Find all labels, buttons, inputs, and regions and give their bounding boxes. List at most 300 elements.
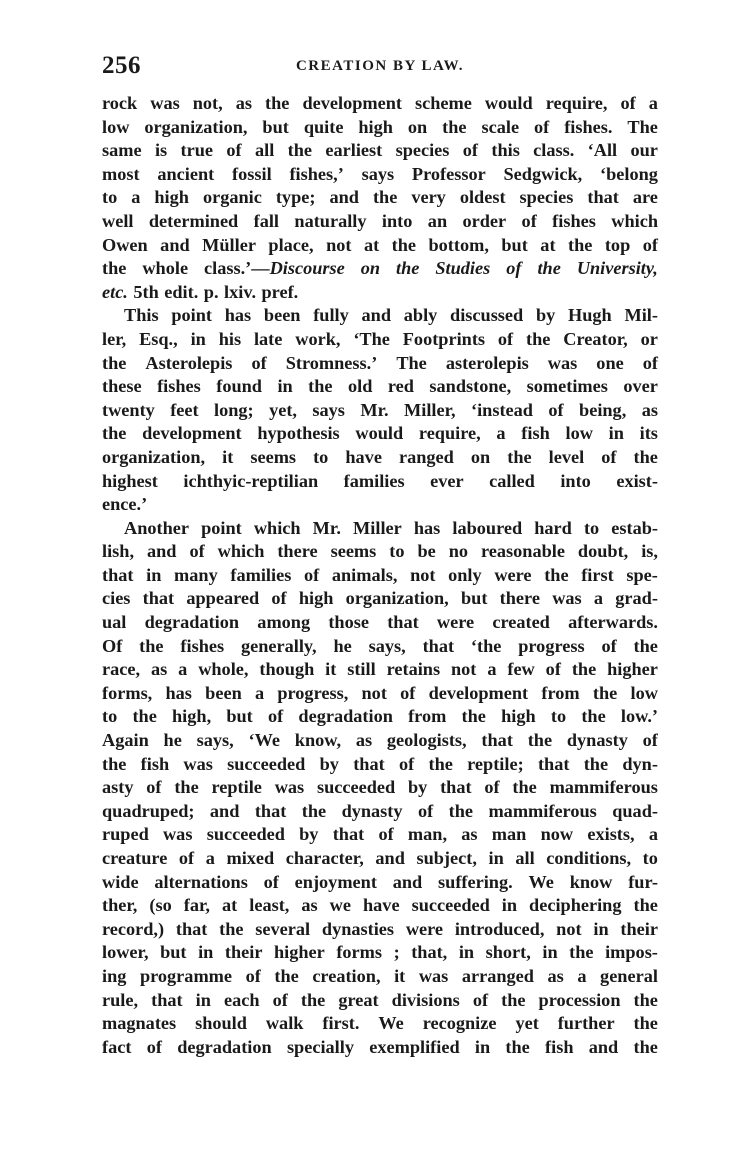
word: spe-: [626, 564, 658, 585]
text-line: [102, 139, 658, 163]
word: organization,: [345, 588, 449, 609]
word: asty: [102, 777, 134, 798]
word: as: [301, 895, 318, 916]
word: development: [142, 423, 242, 444]
word: of: [267, 706, 284, 727]
word: character,: [285, 848, 364, 868]
word: of: [534, 116, 550, 137]
word: quite: [303, 116, 344, 137]
word: has: [413, 517, 441, 538]
word: cies: [102, 588, 131, 609]
word: by: [319, 753, 339, 774]
word: but: [262, 116, 289, 137]
text-line: [102, 470, 658, 494]
word: says,: [196, 730, 234, 751]
word: those: [328, 612, 369, 633]
word: high: [298, 588, 334, 609]
word: animals,: [331, 564, 398, 585]
word: a: [648, 93, 658, 113]
word: great: [338, 989, 379, 1010]
word: yet: [515, 1013, 539, 1034]
word: not: [556, 918, 582, 939]
word: fossil: [232, 163, 272, 184]
word: into: [560, 470, 591, 491]
text-line: [102, 776, 658, 800]
word: each: [223, 989, 260, 1010]
word: whole,: [198, 659, 249, 680]
word: a: [496, 423, 506, 444]
word: to: [102, 706, 118, 727]
word: but: [461, 588, 488, 609]
word: recognize: [422, 1013, 497, 1034]
word: degradation: [144, 612, 240, 633]
word: were: [436, 612, 475, 633]
word: Mr.: [312, 517, 341, 538]
word: the: [633, 635, 658, 656]
text-line: [102, 753, 658, 777]
word: as: [641, 399, 658, 420]
word: be: [417, 541, 436, 562]
text-line: [102, 682, 658, 706]
word: higher: [273, 942, 325, 963]
word: forms,: [102, 682, 153, 703]
word: a: [205, 848, 215, 868]
word: ence.’: [102, 494, 148, 515]
text-line: [102, 493, 658, 517]
word: development: [428, 682, 529, 703]
word: the: [308, 376, 333, 397]
word: ‘instead: [471, 399, 533, 420]
word: further: [557, 1013, 615, 1034]
word: late: [253, 328, 283, 349]
word: the: [300, 989, 326, 1010]
text-line: [102, 446, 658, 470]
text-line: [102, 705, 658, 729]
word: order: [462, 210, 507, 231]
word: was: [162, 824, 193, 845]
word: race,: [102, 659, 141, 680]
word: Esq.,: [139, 328, 178, 349]
word: know: [569, 871, 613, 892]
word: feet: [170, 399, 199, 420]
text-line: [102, 328, 658, 352]
word: the: [102, 352, 127, 373]
word: that: [332, 824, 365, 845]
word: ‘the: [470, 635, 502, 656]
word: were: [405, 918, 444, 939]
word: naturally: [294, 210, 367, 231]
word: a: [254, 682, 265, 703]
word: point: [201, 517, 242, 538]
word: mammiferous: [488, 800, 597, 821]
word: require,: [418, 423, 481, 444]
word: work,: [295, 328, 341, 349]
word: lish,: [102, 541, 135, 562]
word: ‘We: [248, 730, 280, 751]
word: exists,: [587, 824, 635, 845]
text-line: [102, 871, 658, 895]
word: by: [535, 305, 556, 326]
word: We: [528, 871, 554, 892]
word: these: [102, 376, 142, 397]
word: the: [544, 564, 569, 585]
word: the: [568, 234, 593, 255]
word: grad-: [615, 588, 658, 609]
word: the: [583, 753, 609, 774]
word: fully: [313, 305, 349, 326]
word: yet,: [269, 399, 297, 420]
word: that: [102, 564, 134, 585]
word: ler,: [102, 328, 127, 349]
word: an: [427, 210, 448, 231]
word: low: [102, 116, 130, 137]
word: would: [484, 93, 533, 113]
word: that,: [411, 942, 448, 963]
word: p.: [203, 281, 219, 302]
word: in: [542, 942, 558, 963]
word: Hugh: [568, 305, 612, 326]
word: place,: [268, 234, 314, 255]
word: but: [160, 942, 187, 963]
word: top: [604, 234, 631, 255]
word: would: [355, 423, 404, 444]
word: in: [593, 918, 609, 939]
word: programme: [139, 965, 233, 986]
word: fishes.: [564, 116, 613, 137]
word: low.’: [620, 706, 658, 727]
word: a: [487, 659, 497, 680]
word: from: [408, 706, 447, 727]
word: the: [442, 116, 467, 137]
text-line: [102, 186, 658, 210]
word: and: [588, 1036, 619, 1057]
word: progress,: [277, 682, 349, 703]
word: fish: [140, 753, 170, 774]
word: of: [378, 824, 394, 845]
word: Sedgwick,: [503, 163, 583, 184]
word: from: [541, 682, 580, 703]
word: Miller: [353, 517, 402, 538]
word: asterolepis: [445, 352, 529, 373]
word: appeared: [186, 588, 260, 609]
text-line: [102, 234, 658, 258]
word: organization,: [144, 116, 248, 137]
word: he: [333, 635, 352, 656]
word: Creator,: [563, 328, 628, 349]
word: that: [537, 753, 570, 774]
word: not: [361, 682, 387, 703]
word: impos-: [605, 942, 658, 963]
word: their: [224, 942, 263, 963]
word: to: [313, 446, 329, 467]
word: not: [451, 659, 477, 680]
word: species: [395, 140, 450, 161]
word: Again: [102, 730, 149, 751]
word: seems: [250, 446, 297, 467]
word: true: [180, 140, 214, 161]
word: lower,: [102, 942, 149, 963]
word: says: [361, 163, 395, 184]
word: of: [521, 210, 537, 231]
word: a: [593, 588, 604, 609]
text-line: [102, 281, 658, 305]
word: of: [245, 965, 261, 986]
word: forms: [336, 942, 383, 963]
word: of: [271, 588, 287, 609]
word: exist-: [616, 470, 658, 491]
word: or: [640, 328, 658, 349]
word: the: [265, 93, 290, 113]
text-line: [102, 163, 658, 187]
word: in: [488, 848, 504, 868]
word: into: [381, 210, 413, 231]
word: creation,: [312, 965, 381, 986]
word: created: [492, 612, 550, 633]
word: not: [410, 564, 436, 585]
word: was: [150, 93, 180, 113]
word: and: [160, 234, 190, 255]
word: ‘The: [353, 328, 390, 349]
word: have: [345, 446, 382, 467]
word: in: [474, 1036, 491, 1057]
word: of: [642, 352, 658, 373]
word: (so: [149, 895, 172, 916]
word: it: [222, 446, 234, 467]
word: the: [132, 706, 157, 727]
word: of: [251, 352, 267, 373]
word: hypothesis: [257, 423, 340, 444]
word: Miller,: [403, 399, 456, 420]
word: but: [226, 706, 253, 727]
word: This: [124, 305, 159, 326]
word: this: [491, 140, 520, 161]
word: now: [540, 824, 574, 845]
word: that: [587, 187, 619, 208]
word: in: [190, 328, 206, 349]
word: the: [569, 942, 594, 963]
word: that: [481, 730, 513, 751]
word: of: [178, 848, 195, 868]
word: ing: [102, 965, 127, 986]
word: and: [375, 848, 405, 868]
word: suffering.: [438, 871, 513, 892]
word: of: [545, 659, 561, 680]
word: dynasty: [341, 800, 403, 821]
word: of: [226, 140, 242, 161]
word: Studies: [435, 258, 491, 279]
word: in: [198, 942, 214, 963]
word: Footprints: [402, 328, 486, 349]
word: found: [216, 376, 262, 397]
word: and: [209, 800, 240, 821]
word: degradation: [177, 1036, 272, 1057]
word: very: [411, 187, 446, 208]
word: divisions: [391, 989, 460, 1010]
word: of: [472, 989, 489, 1010]
word: to: [583, 517, 600, 538]
word: succeeded: [316, 777, 396, 798]
word: organic: [202, 187, 262, 208]
word: arranged: [461, 965, 534, 986]
word: one: [596, 352, 624, 373]
word: procession: [538, 989, 621, 1010]
word: on: [470, 446, 491, 467]
text-line: [102, 918, 658, 942]
text-line: [102, 941, 658, 965]
word: of: [462, 140, 478, 161]
word: its: [639, 423, 658, 444]
word: at: [540, 234, 556, 255]
word: higher: [607, 659, 658, 680]
word: was: [547, 352, 578, 373]
word: has: [224, 305, 252, 326]
word: of: [484, 777, 500, 798]
word: twenty: [102, 399, 155, 420]
word: class.: [533, 140, 575, 161]
word: of: [417, 800, 434, 821]
word: as: [235, 93, 253, 113]
word: high: [154, 187, 189, 208]
word: and: [392, 871, 423, 892]
text-line: [102, 800, 658, 824]
word: degradation: [298, 706, 393, 727]
word: man,: [407, 824, 448, 845]
text-line: [102, 847, 658, 871]
word: far,: [183, 895, 210, 916]
word: first: [581, 564, 614, 585]
word: fact: [102, 1036, 132, 1057]
word: well: [102, 210, 134, 231]
word: of: [400, 682, 416, 703]
word: of: [601, 635, 617, 656]
word: of: [303, 564, 320, 585]
word: species: [519, 187, 574, 208]
word: among: [257, 612, 311, 633]
word: no: [448, 541, 469, 562]
word: called: [489, 470, 535, 491]
word: first.: [322, 1013, 360, 1034]
text-line: [102, 304, 658, 328]
word: our: [630, 140, 658, 161]
word: the: [501, 989, 526, 1010]
word: ther,: [102, 895, 138, 916]
word: by: [407, 777, 428, 798]
word: bottom,: [428, 234, 489, 255]
word: edit.: [164, 281, 199, 302]
text-line: [102, 989, 658, 1013]
text-line: [102, 564, 658, 588]
word: all: [515, 848, 535, 868]
text-line: [102, 517, 658, 541]
word: to: [389, 541, 405, 562]
word: pref.: [261, 281, 299, 302]
word: quadruped;: [102, 800, 195, 821]
word: rock: [102, 93, 138, 113]
text-line: [102, 257, 658, 281]
word: whole: [142, 258, 189, 279]
word: Mr.: [360, 399, 389, 420]
word: ranged: [398, 446, 454, 467]
word: reptile;: [467, 753, 524, 774]
word: in: [501, 895, 518, 916]
word: of: [189, 541, 205, 562]
word: a: [648, 824, 658, 845]
word: estab-: [611, 517, 658, 538]
word: ably: [403, 305, 438, 326]
word: know,: [294, 730, 342, 751]
word: of: [506, 258, 522, 279]
word: was: [418, 965, 449, 986]
word: Of: [102, 635, 123, 656]
word: that: [353, 753, 385, 774]
word: not,: [192, 93, 223, 113]
word: to: [102, 187, 118, 208]
text-line: [102, 422, 658, 446]
word: and: [361, 305, 392, 326]
word: least,: [249, 895, 290, 916]
word: is,: [641, 541, 658, 562]
word: etc.: [102, 281, 128, 302]
word: dyn-: [622, 753, 658, 774]
text-line: [102, 540, 658, 564]
word: ;: [393, 942, 400, 963]
word: high: [358, 116, 393, 137]
word: The: [627, 116, 658, 137]
word: highest: [102, 470, 158, 491]
word: the: [301, 800, 327, 821]
word: general: [600, 965, 658, 986]
word: he: [163, 730, 182, 751]
word: the: [391, 234, 417, 255]
word: to: [642, 848, 658, 868]
word: the: [139, 635, 164, 656]
word: low: [565, 423, 593, 444]
word: the: [571, 659, 597, 680]
word: rule,: [102, 989, 139, 1010]
word: was: [552, 588, 582, 609]
word: reasonable: [480, 541, 565, 562]
word: dynasty: [566, 730, 628, 751]
word: level: [548, 446, 585, 467]
word: that: [142, 588, 175, 609]
word: long;: [214, 399, 254, 420]
word: low: [630, 682, 658, 703]
word: and: [146, 541, 177, 562]
text-line: [102, 1012, 658, 1036]
word: subject,: [416, 848, 477, 868]
word: in: [608, 423, 624, 444]
word: of: [642, 730, 658, 751]
word: ual: [102, 612, 127, 633]
word: the: [219, 918, 244, 939]
word: creature: [102, 848, 168, 868]
word: of: [272, 989, 288, 1010]
page-number: 256: [102, 52, 141, 79]
body-text: [102, 92, 658, 1059]
word: still: [347, 659, 376, 680]
word: a: [577, 965, 587, 986]
word: of: [497, 328, 514, 349]
word: have: [363, 895, 400, 916]
text-line: [102, 352, 658, 376]
word: exemplified: [369, 1036, 460, 1057]
word: doubt,: [577, 541, 629, 562]
word: only: [448, 564, 482, 585]
word: wide: [102, 871, 139, 892]
word: their: [620, 918, 658, 939]
word: in: [146, 564, 162, 585]
word: discussed: [450, 305, 524, 326]
